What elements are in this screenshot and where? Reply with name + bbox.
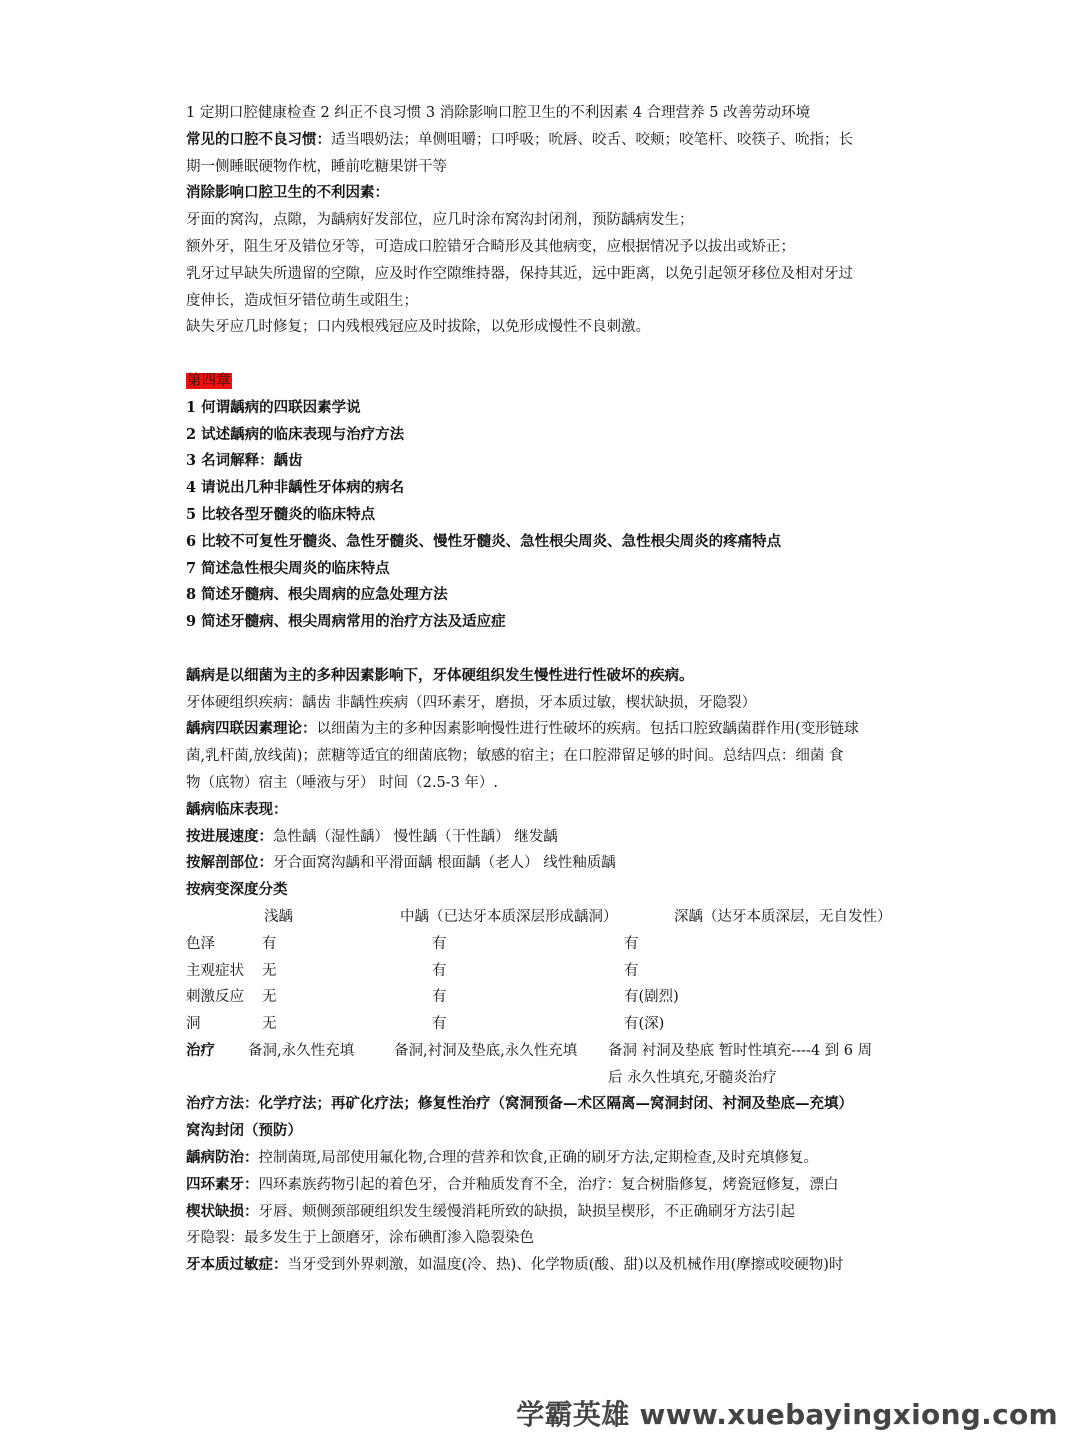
eliminate-item-4: 缺失牙应几时修复；口内残根残冠应及时拔除，以免形成慢性不良刺激。 [186, 319, 650, 336]
cracked-tooth-line: 牙隐裂：最多发生于上颌磨牙，涂布碘酊渗入隐裂染色 [186, 1230, 534, 1247]
table-cell: 有 [432, 935, 447, 952]
treatment-deep: 备洞 衬洞及垫底 暂时性填充----4 到 6 周 [608, 1042, 873, 1059]
by-speed-line [186, 824, 906, 851]
bad-habits-label: 常见的口腔不良习惯： [186, 130, 331, 148]
hypersensitivity-line [186, 1252, 906, 1279]
question-item: 9 简述牙髓病、根尖周病常用的治疗方法及适应症 [186, 613, 506, 631]
fissure-sealing: 窝沟封闭（预防） [186, 1122, 302, 1140]
table-cell: 刺激反应 [186, 989, 244, 1006]
table-cell: 无 [262, 989, 277, 1006]
hard-tissue-diseases: 牙体硬组织疾病：龋齿 非龋性疾病（四环素牙，磨损，牙本质过敏，楔状缺损，牙隐裂） [186, 694, 757, 711]
four-factor-theory-3: 物（底物）宿主（唾液与牙） 时间（2.5-3 年）. [186, 774, 499, 791]
table-cell: 主观症状 [186, 962, 244, 979]
table-cell: 无 [262, 1016, 277, 1033]
by-anatomy-line [186, 850, 906, 877]
chapter-heading [186, 368, 906, 395]
table-cell: 有(深) [624, 1016, 665, 1033]
question-item: 5 比较各型牙髓炎的临床特点 [186, 505, 376, 523]
clinical-title: 龋病临床表现： [186, 800, 288, 818]
table-cell: 有 [432, 962, 447, 979]
table-cell: 有 [624, 962, 639, 979]
table-cell: 有 [624, 935, 639, 952]
table-row [186, 958, 906, 985]
bad-habits-line-1 [186, 127, 906, 154]
table-cell: 洞 [186, 1016, 201, 1033]
four-factor-theory-1 [186, 716, 906, 743]
question-item: 3 名词解释：龋齿 [186, 452, 303, 470]
treatment-shallow: 备洞,永久性充填 [248, 1042, 355, 1059]
caries-prevention-line [186, 1145, 906, 1172]
question-item: 4 请说出几种非龋性牙体病的病名 [186, 479, 405, 497]
treatment-methods: 治疗方法：化学疗法；再矿化疗法；修复性治疗（窝洞预备—术区隔离—窝洞封闭、衬洞及垫底—充填） [186, 1095, 853, 1113]
table-header-cell: 浅龋 [264, 908, 293, 925]
chapter-title: 第四章 [187, 372, 231, 389]
treatment-row-cont [186, 1065, 906, 1092]
tetracycline-line [186, 1172, 906, 1199]
table-header-cell: 深龋（达牙本质深层，无自发性） [674, 908, 892, 925]
wedge-label: 楔状缺损： [186, 1202, 259, 1220]
watermark-footer: 学霸英雄 www.xuebayingxiong.com [516, 1398, 1058, 1431]
question-item: 7 简述急性根尖周炎的临床特点 [186, 559, 390, 577]
hypersensitivity-text: 当牙受到外界刺激，如温度(冷、热)、化学物质(酸、甜)以及机械作用(摩擦或咬硬物)时 [287, 1257, 844, 1274]
by-anatomy-label: 按解剖部位： [186, 854, 273, 872]
prevention-label: 龋病防治： [186, 1149, 259, 1167]
question-item: 1 何谓龋病的四联因素学说 [186, 398, 361, 416]
tetracycline-label: 四环素牙： [186, 1175, 259, 1193]
by-speed-label: 按进展速度： [186, 827, 273, 845]
prevention-text: 控制菌斑,局部使用氟化物,合理的营养和饮食,正确的刷牙方法,定期检查,及时充填修复。 [258, 1150, 819, 1167]
hypersensitivity-label: 牙本质过敏症： [186, 1256, 288, 1274]
eliminate-item-2: 额外牙，阻生牙及错位牙等，可造成口腔错牙合畸形及其他病变，应根据情况予以拔出或矫正； [186, 238, 795, 255]
table-row [186, 1011, 906, 1038]
table-header-cell: 中龋（已达牙本质深层形成龋洞） [400, 908, 618, 925]
theory-text: 以细菌为主的多种因素影响慢性进行性破坏的疾病。包括口腔致龋菌群作用(变形链球 [316, 721, 859, 738]
table-cell: 有 [432, 1016, 447, 1033]
prevention-measures-line: 1 定期口腔健康检查 2 纠正不良习惯 3 消除影响口腔卫生的不利因素 4 合理营养 5 改善劳动环境 [186, 105, 811, 121]
tetracycline-text: 四环素族药物引起的着色牙，合并釉质发育不全，治疗：复合树脂修复，烤瓷冠修复，漂白 [258, 1176, 839, 1193]
table-cell: 无 [262, 962, 277, 979]
treatment-label: 治疗 [186, 1041, 215, 1059]
question-item: 8 简述牙髓病、根尖周病的应急处理方法 [186, 586, 448, 604]
by-speed-text: 急性龋（湿性龋） 慢性龋（干性龋） 继发龋 [273, 828, 558, 845]
bad-habits-line-2: 期一侧睡眠硬物作枕，睡前吃糖果饼干等 [186, 158, 447, 175]
four-factor-theory-2: 菌,乳杆菌,放线菌)；蔗糖等适宜的细菌底物；敏感的宿主；在口腔滞留足够的时间。总结四点：细菌 食 [186, 748, 844, 765]
document-body [186, 100, 906, 1279]
by-depth-title: 按病变深度分类 [186, 881, 288, 899]
table-row [186, 931, 906, 958]
eliminate-factors-title: 消除影响口腔卫生的不利因素： [186, 184, 389, 202]
eliminate-item-1: 牙面的窝沟，点隙，为龋病好发部位，应几时涂布窝沟封闭剂，预防龋病发生； [186, 212, 694, 229]
question-item: 2 试述龋病的临床表现与治疗方法 [186, 425, 405, 443]
table-row [186, 984, 906, 1011]
by-anatomy-text: 牙合面窝沟龋和平滑面龋 根面龋（老人） 线性釉质龋 [273, 855, 616, 872]
table-cell: 有(剧烈) [624, 989, 679, 1006]
bad-habits-text: 适当喂奶法；单侧咀嚼；口呼吸；吮唇、咬舌、咬颊；咬笔杆、咬筷子、吮指；长 [331, 131, 853, 148]
treatment-row [186, 1038, 906, 1065]
depth-table-header [186, 904, 906, 931]
treatment-deep-cont: 后 永久性填充,牙髓炎治疗 [608, 1069, 777, 1086]
theory-label: 龋病四联因素理论： [186, 720, 317, 738]
wedge-text: 牙唇、颊侧颈部硬组织发生缓慢消耗所致的缺损，缺损呈楔形，不正确刷牙方法引起 [258, 1203, 795, 1220]
table-cell: 色泽 [186, 935, 215, 952]
table-cell: 有 [432, 989, 447, 1006]
treatment-medium: 备洞,衬洞及垫底,永久性充填 [394, 1042, 578, 1059]
table-cell: 有 [262, 935, 277, 952]
eliminate-item-3a: 乳牙过早缺失所遗留的空隙，应及时作空隙维持器，保持其近，远中距离，以免引起领牙移位及相对牙过 [186, 265, 853, 282]
caries-definition: 龋病是以细菌为主的多种因素影响下，牙体硬组织发生慢性进行性破坏的疾病。 [186, 666, 694, 684]
question-item: 6 比较不可复性牙髓炎、急性牙髓炎、慢性牙髓炎、急性根尖周炎、急性根尖周炎的疼痛特点 [186, 532, 782, 550]
wedge-defect-line [186, 1199, 906, 1226]
eliminate-item-3b: 度伸长，造成恒牙错位萌生或阻生； [186, 292, 418, 309]
